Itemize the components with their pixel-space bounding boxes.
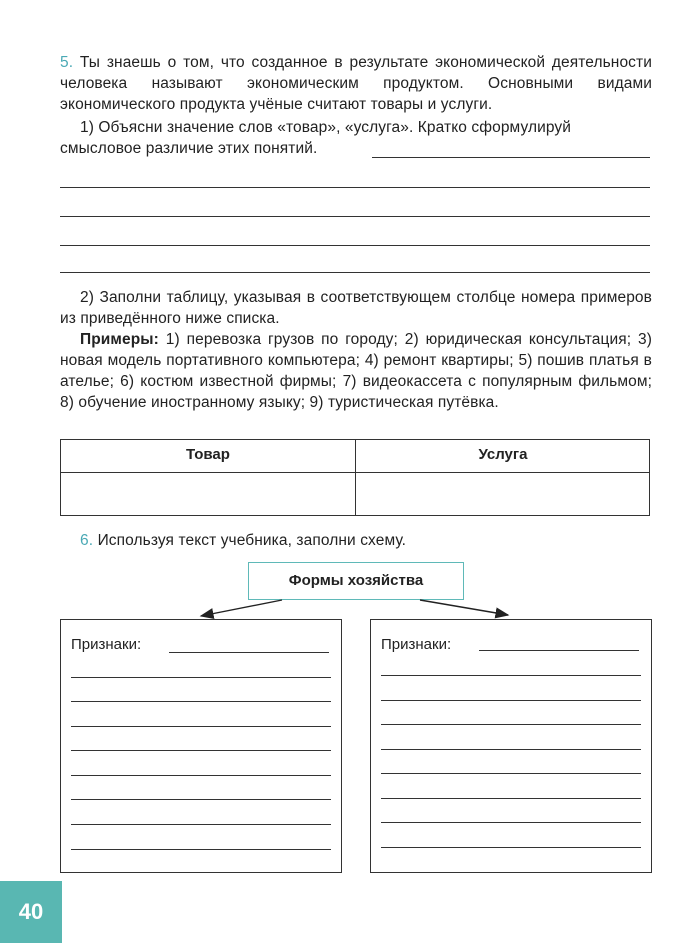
task5-question2: 2) Заполни таблицу, указывая в соответствующем столбце номера примеров из приведённого ниже списка. [60, 289, 652, 327]
task5-question1: 1) Объясни значение слов «товар», «услуга». Кратко сформулируй смысловое различие этих понятий. [60, 119, 572, 157]
answer-line[interactable] [381, 822, 641, 823]
arrow-left [201, 600, 282, 616]
answer-line[interactable] [71, 775, 331, 776]
answer-line[interactable] [381, 798, 641, 799]
answer-line[interactable] [71, 750, 331, 751]
answer-line[interactable] [479, 650, 639, 651]
answer-line[interactable] [71, 701, 331, 702]
features-label: Признаки: [71, 636, 142, 653]
answer-line[interactable] [71, 824, 331, 825]
schema-title-box: Формы хозяйства [248, 562, 464, 600]
task5-intro-text: Ты знаешь о том, что созданное в результате экономической деятельности человека называют экономическим продуктом. Основными видами экономического продукта учёные считают товары и услуги. [60, 54, 652, 113]
answer-line[interactable] [71, 799, 331, 800]
answer-line[interactable] [381, 724, 641, 725]
examples-label: Примеры: [80, 331, 159, 348]
task5-number: 5. [60, 54, 74, 71]
schema-box-left [60, 619, 342, 873]
answer-line[interactable] [381, 773, 641, 774]
table-header-goods: Товар [186, 446, 230, 463]
answer-line[interactable] [71, 677, 331, 678]
answer-line[interactable] [381, 700, 641, 701]
answer-line[interactable] [381, 847, 641, 848]
schema-box-right [370, 619, 652, 873]
answer-line[interactable] [71, 726, 331, 727]
task6-text: Используя текст учебника, заполни схему. [97, 532, 407, 549]
answer-line[interactable] [169, 652, 329, 653]
examples-list: 1) перевозка грузов по городу; 2) юридическая консультация; 3) новая модель портативного компьютера; 4) ремонт квартиры; 5) пошив платья в ателье; 6) костюм известной фирмы; 7) видеокассета с популярным фильмом; 8) обучение иностранному языку; 9) туристическая путёвка. [60, 331, 652, 411]
page-number: 40 [0, 881, 62, 943]
arrow-right [420, 600, 508, 615]
table-header-services: Услуга [478, 446, 528, 463]
features-label: Признаки: [381, 636, 452, 653]
answer-line[interactable] [71, 849, 331, 850]
answer-line[interactable] [381, 749, 641, 750]
answer-line[interactable] [381, 675, 641, 676]
task6-number: 6. [80, 532, 94, 549]
